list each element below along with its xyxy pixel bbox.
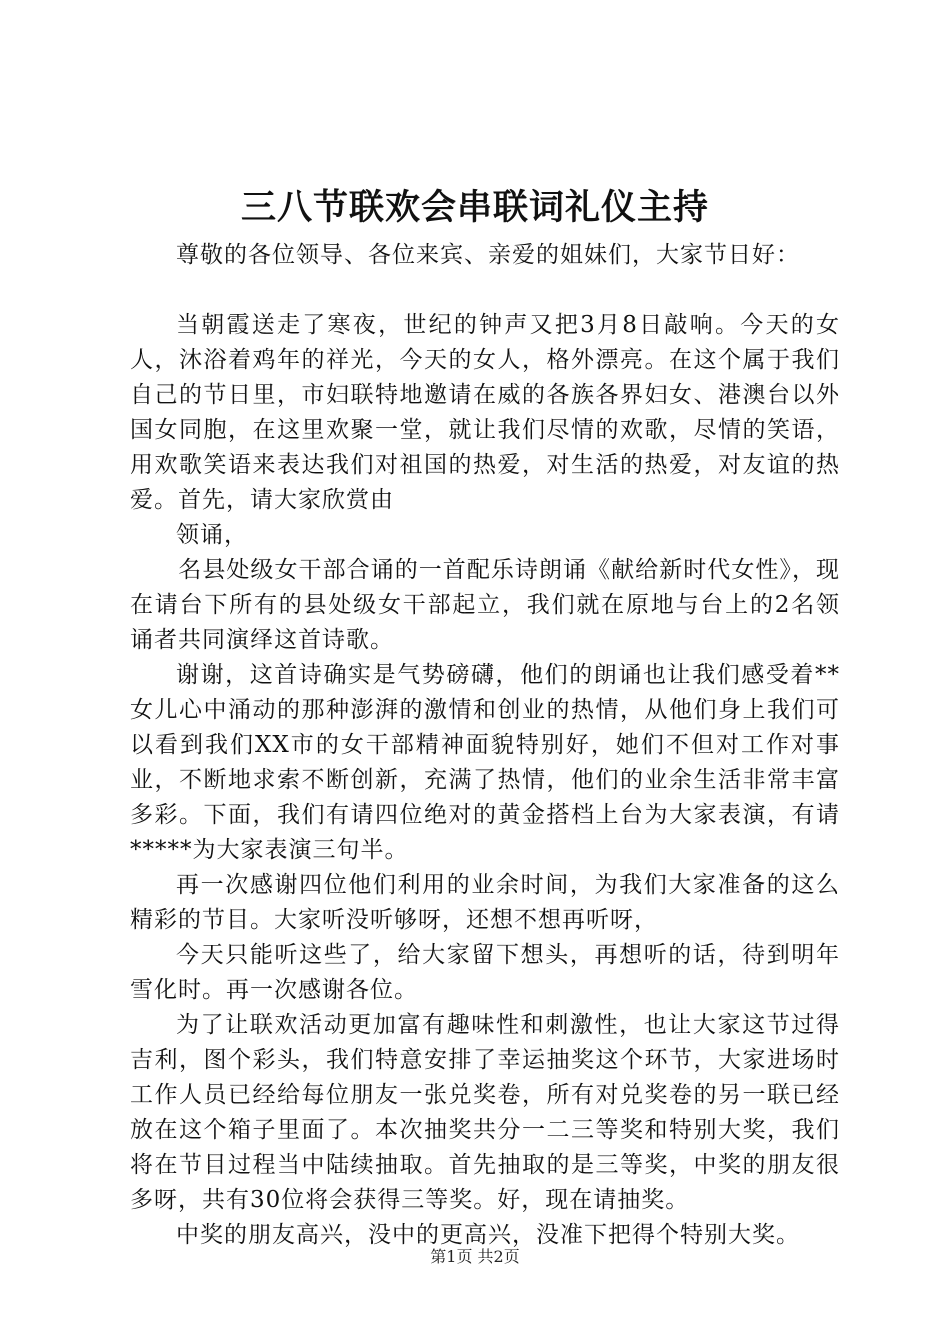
salutation-paragraph: 尊敬的各位领导、各位来宾、亲爱的姐妹们，大家节日好：: [176, 242, 800, 268]
page-footer: 第1页 共2页: [430, 1247, 520, 1266]
lead-recitation-paragraph: 领诵，: [176, 522, 248, 548]
opening-paragraph: 当朝霞送走了寒夜，世纪的钟声又把3月8日敲响。今天的女人，沐浴着鸡年的祥光，今天的女人，格外漂亮。在这个属于我们自己的节日里，市妇联特地邀请在威的各族各界妇女、港澳台以外国女同胞，在这里欢聚一堂，就让我们尽情的欢歌，尽情的笑语，用欢歌笑语来表达我们对祖国的热爱，对生活的热爱，对友谊的热爱。首先，请大家欣赏由: [130, 312, 840, 513]
poem-introduction-paragraph: 名县处级女干部合诵的一首配乐诗朗诵《献给新时代女性》，现在请台下所有的县处级女干部起立，我们就在原地与台上的2名领诵者共同演绎这首诗歌。: [130, 557, 840, 653]
thanks-paragraph: 谢谢，这首诗确实是气势磅礴，他们的朗诵也让我们感受着**女儿心中涌动的那种澎湃的激情和创业的热情，从他们身上我们可以看到我们XX市的女干部精神面貌特别好，她们不但对工作对事业，不断地求索不断创新，充满了热情，他们的业余生活非常丰富多彩。下面，我们有请四位绝对的黄金搭档上台为大家表演，有请*****为大家表演三句半。: [130, 662, 840, 863]
lottery-winners-paragraph: 中奖的朋友高兴，没中的更高兴，没准下把得个特别大奖。: [176, 1222, 800, 1248]
performance-thanks-paragraph: 再一次感谢四位他们利用的业余时间，为我们大家准备的这么精彩的节目。大家听没听够呀，还想不想再听呀，: [130, 872, 840, 933]
lottery-paragraph: 为了让联欢活动更加富有趣味性和刺激性，也让大家这节过得吉利，图个彩头，我们特意安排了幸运抽奖这个环节，大家进场时工作人员已经给每位朋友一张兑奖卷，所有对兑奖卷的另一联已经放在这个箱子里面了。本次抽奖共分一二三等奖和特别大奖，我们将在节目过程当中陆续抽取。首先抽取的是三等奖，中奖的朋友很多呀，共有30位将会获得三等奖。好，现在请抽奖。: [130, 1012, 840, 1213]
document-title: 三八节联欢会串联词礼仪主持: [240, 187, 709, 228]
closing-performance-paragraph: 今天只能听这些了，给大家留下想头，再想听的话，待到明年雪化时。再一次感谢各位。: [130, 942, 840, 1003]
document-body: [130, 238, 840, 1253]
